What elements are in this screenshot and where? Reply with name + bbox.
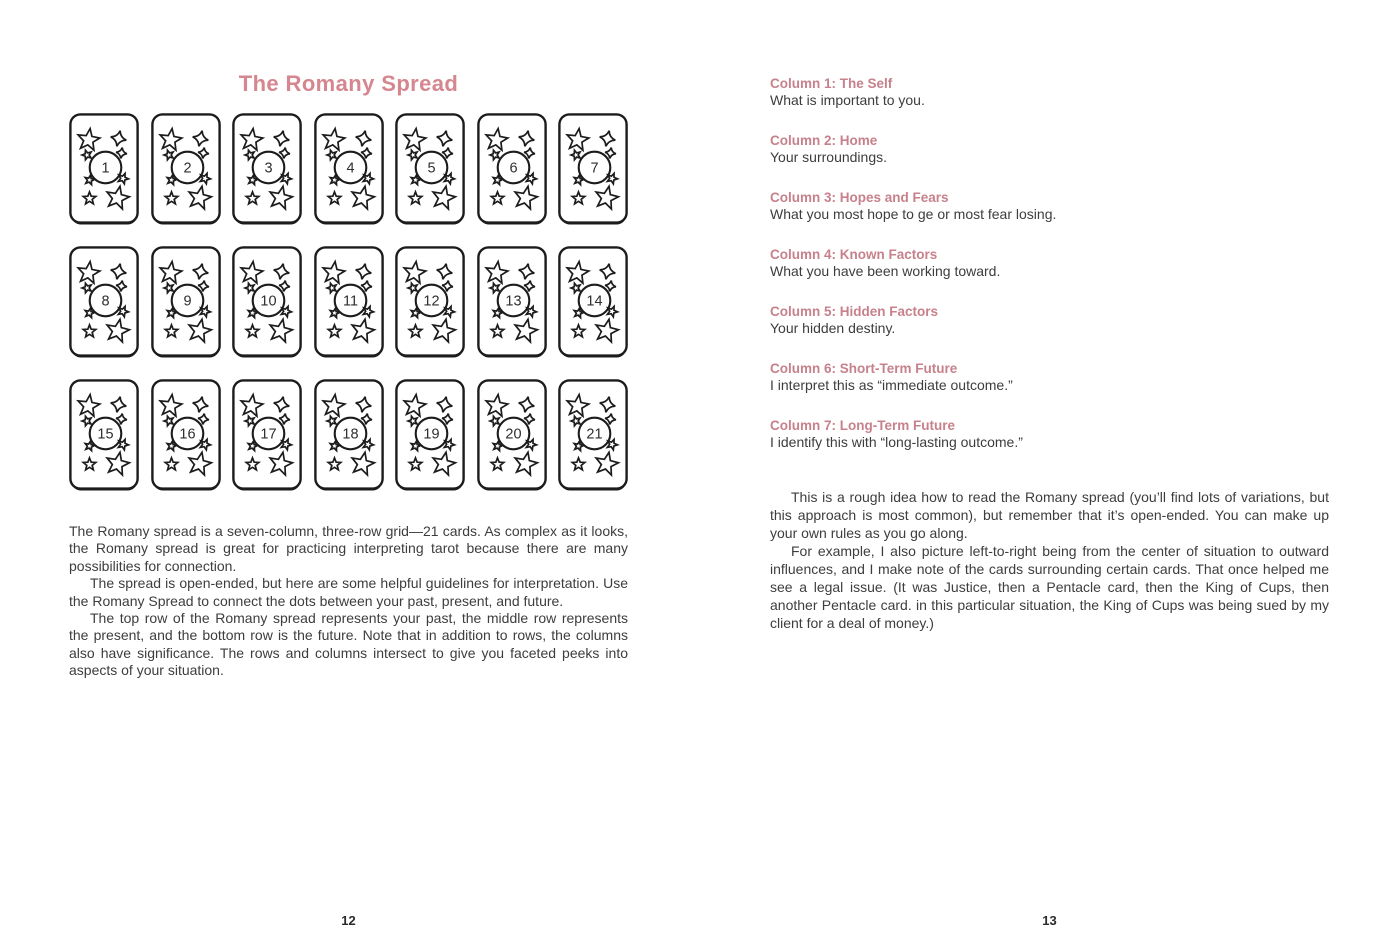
column-guide-item-7 <box>770 417 1329 451</box>
card-number: 11 <box>342 293 358 310</box>
tarot-card-5 <box>395 113 465 226</box>
card-number: 18 <box>341 426 359 443</box>
tarot-card-10 <box>232 246 302 359</box>
tarot-card-19 <box>395 379 465 492</box>
card-number: 4 <box>345 160 355 177</box>
column-description: What is important to you. <box>770 92 925 108</box>
page-number-right: 13 <box>1042 913 1057 928</box>
card-number: 3 <box>264 160 273 177</box>
tarot-card-9 <box>151 246 221 359</box>
column-heading: Column 6: Short-Term Future <box>770 361 958 376</box>
card-number: 2 <box>182 160 192 177</box>
card-number: 21 <box>586 426 603 443</box>
card-number: 8 <box>101 293 110 310</box>
right-paragraph-1: This is a rough idea how to read the Romany spread (you’ll find lots of variations, but this approach is most common), but remember that it’s open-ended. You can make up your own rules as you go along. <box>770 489 1329 541</box>
card-number: 13 <box>504 293 522 310</box>
left-page <box>69 71 628 680</box>
card-number: 1 <box>101 160 110 177</box>
tarot-card-16 <box>151 379 221 492</box>
left-body-text <box>69 523 628 680</box>
card-number: 5 <box>427 160 436 177</box>
tarot-card-12 <box>395 246 465 359</box>
column-description: I interpret this as “immediate outcome.” <box>770 377 1013 393</box>
card-number: 12 <box>423 293 440 310</box>
card-number: 6 <box>508 160 518 177</box>
left-paragraph-3: The top row of the Romany spread represents your past, the middle row represents the present, and the bottom row is the future. Note that in addition to rows, the columns also have significance. The rows and columns intersect to give you faceted peeks into aspects of your situation. <box>69 610 628 679</box>
tarot-card-11 <box>314 246 384 359</box>
card-number: 20 <box>504 426 522 443</box>
right-paragraph-2: For example, I also picture left-to-right being from the center of situation to outward influences, and I make note of the cards surrounding certain cards. That once helped me see a legal issue. (It was Justice, then a Pentacle card, then the King of Cups, then another Pentacle card. in this particular situation, the King of Cups was being sued by my client for a deal of money.) <box>770 543 1329 631</box>
column-guide-item-6 <box>770 360 1329 394</box>
column-description: I identify this with “long-lasting outcome.” <box>770 434 1023 450</box>
column-description: What you most hope to ge or most fear losing. <box>770 206 1057 222</box>
card-number: 10 <box>260 293 277 310</box>
card-number: 15 <box>97 426 114 443</box>
tarot-card-2 <box>151 113 221 226</box>
right-body-text <box>770 488 1329 632</box>
column-heading: Column 7: Long-Term Future <box>770 418 955 433</box>
column-guide-item-1 <box>770 75 1329 109</box>
tarot-card-13 <box>477 246 547 359</box>
card-number: 7 <box>590 160 599 177</box>
tarot-card-14 <box>558 246 628 359</box>
column-description: Your surroundings. <box>770 149 888 165</box>
column-heading: Column 3: Hopes and Fears <box>770 190 949 205</box>
card-number: 17 <box>260 426 277 443</box>
tarot-card-6 <box>477 113 547 226</box>
column-heading: Column 1: The Self <box>770 76 893 91</box>
card-number: 14 <box>586 293 603 310</box>
tarot-card-15 <box>69 379 139 492</box>
tarot-card-1 <box>69 113 139 226</box>
tarot-card-17 <box>232 379 302 492</box>
tarot-card-4 <box>314 113 384 226</box>
card-number: 9 <box>182 293 192 310</box>
card-number: 19 <box>423 426 440 443</box>
card-grid <box>69 113 628 492</box>
tarot-card-7 <box>558 113 628 226</box>
column-guide-item-2 <box>770 132 1329 166</box>
column-guide-item-3 <box>770 189 1329 223</box>
column-heading: Column 5: Hidden Factors <box>770 304 939 319</box>
tarot-card-18 <box>314 379 384 492</box>
column-guide-item-4 <box>770 246 1329 280</box>
right-page <box>770 75 1329 632</box>
column-description: What you have been working toward. <box>770 263 1001 279</box>
card-number: 16 <box>178 426 196 443</box>
tarot-card-20 <box>477 379 547 492</box>
column-description: Your hidden destiny. <box>770 320 896 336</box>
column-guide-list <box>770 75 1329 451</box>
left-paragraph-1: The Romany spread is a seven-column, three-row grid—21 cards. As complex as it looks, the Romany spread is great for practicing interpreting tarot because there are many possibilities for connection. <box>69 523 628 574</box>
tarot-card-21 <box>558 379 628 492</box>
tarot-card-3 <box>232 113 302 226</box>
column-heading: Column 4: Known Factors <box>770 247 938 262</box>
page-title: The Romany Spread <box>238 71 459 96</box>
column-heading: Column 2: Home <box>770 133 878 148</box>
column-guide-item-5 <box>770 303 1329 337</box>
tarot-card-8 <box>69 246 139 359</box>
page-number-left: 12 <box>341 913 356 928</box>
left-paragraph-2: The spread is open-ended, but here are some helpful guidelines for interpretation. Use the Romany Spread to connect the dots between your past, present, and future. <box>69 575 628 609</box>
